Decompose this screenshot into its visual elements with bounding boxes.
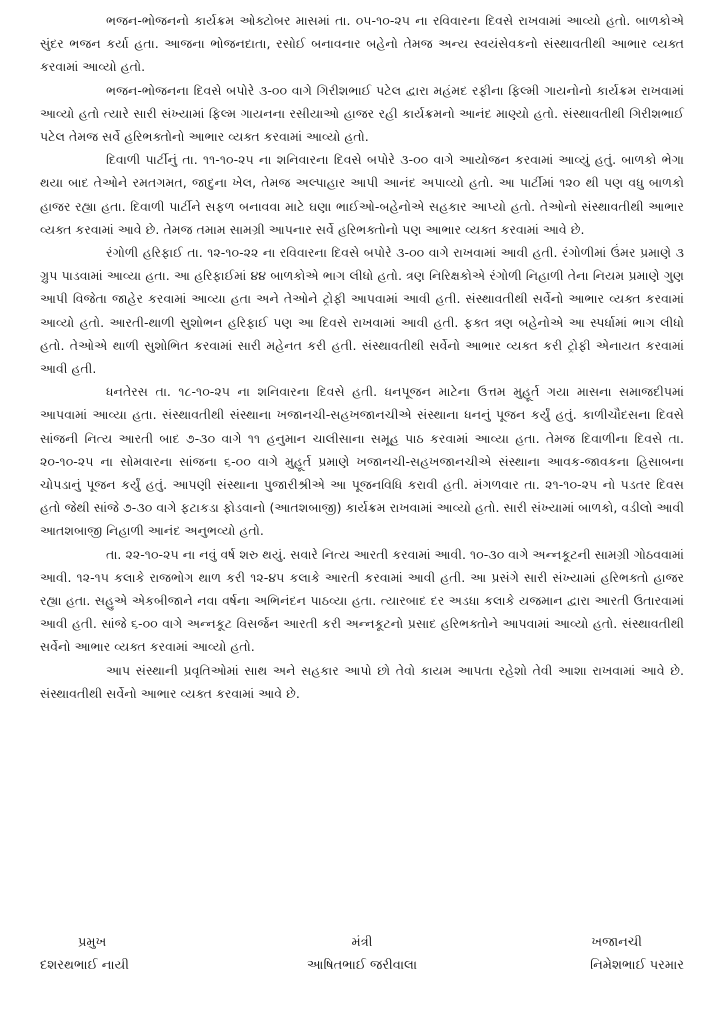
paragraph-closing: આપ સંસ્થાની પ્રવૃતિઓમાં સાથ અને સહકાર આપો છો તેવો કાયમ આપતા રહેશો તેવી આશા રાખવામાં આવે છે. સંસ્થાવતીથી સર્વેનો આભાર વ્યક્ત કરવામાં આવે છે.	[40, 662, 684, 701]
signature-name: નિમેશભાઈ પરમાર	[590, 958, 684, 973]
paragraph-rangoli-contest: રંગોળી હરિફાઈ તા. ૧૨-૧૦-૨૨ ના રવિવારના દિવસે બપોરે ૩-૦૦ વાગે રાખવામાં આવી હતી. રંગોળીમાં ઉંમર પ્રમાણે ૩ ગ્રુપ પાડવામાં આવ્યા હતા. આ હરિફાઈમાં ૪૪ બાળકોએ ભાગ લીધો હતો. ત્રણ નિરિક્ષકોએ રંગોળી નિહાળી તેના નિયમ પ્રમાણે ગુણ આપી વિજેતા જાહેર કરવામાં આવ્યા હતા અને તેઓને ટ્રોફી આપવામાં આવી હતી. સંસ્થાવતીથી સર્વેનો આભાર વ્યક્ત કરવામાં આવ્યો હતો. આરતી-થાળી સુશોભન હરિફાઈ પણ આ દિવસે રાખવામાં આવી હતી. ફક્ત ત્રણ બહેનોએ આ સ્પર્ધામાં ભાગ લીધો હતો. તેઓએ થાળી સુશોભિત કરવામાં સારી મહેનત કરી હતી. સંસ્થાવતીથી સર્વેનો આભાર વ્યક્ત કરી ટ્રોફી એનાયત કરવામાં આવી હતી.	[40, 245, 684, 377]
paragraph-new-year: તા. ૨૨-૧૦-૨૫ ના નવું વર્ષ શરુ થયું. સવારે નિત્ય આરતી કરવામાં આવી. ૧૦-૩૦ વાગે અન્નકૂટની સામગ્રી ગોઠવવામાં આવી. ૧૨-૧૫ કલાકે રાજભોગ થાળ કરી ૧૨-૪૫ કલાકે આરતી કરવામાં આવી હતી. આ પ્રસંગે સારી સંખ્યામાં હરિભક્તો હાજર રહ્યા હતા. સહુએ એકબીજાને નવા વર્ષના અભિનંદન પાઠવ્યા હતા. ત્યારબાદ દર અડધા કલાકે યજમાન દ્વારા આરતી ઉતારવામાં આવી હતી. સાંજે ૬-૦૦ વાગે અન્નકૂટ વિસર્જન આરતી કરી અન્નકૂટનો પ્રસાદ હરિભક્તોને આપવામાં આવ્યો હતો. સંસ્થાવતીથી સર્વેનો આભાર વ્યક્ત કરવામાં આવ્યો હતો.	[40, 546, 684, 655]
paragraph-dhanteras: ધનતેરસ તા. ૧૮-૧૦-૨૫ ના શનિવારના દિવસે હતી. ધનપૂજન માટેના ઉત્તમ મુહૂર્ત ગયા માસના સમાજદીપમાં આપવામાં આવ્યા હતા. સંસ્થાવતીથી સંસ્થાના ખજાનચી-સહખજાનચીએ સંસ્થાના ધનનું પૂજન કર્યું હતું. કાળીચૌદસના દિવસે સાંજની નિત્ય આરતી બાદ ૭-૩૦ વાગે ૧૧ હનુમાન ચાલીસાના સમૂહ પાઠ કરવામાં આવ્યા હતા. તેમજ દિવાળીના દિવસે તા. ૨૦-૧૦-૨૫ ના સોમવારના સાંજના ૬-૦૦ વાગે મુહૂર્ત પ્રમાણે ખજાનચી-સહખજાનચીએ સંસ્થાના આવક-જાવકના હિસાબના ચોપડાનું પૂજન કર્યું હતું. આપણી સંસ્થાના પુજારીશ્રીએ આ પૂજનવિધિ કરાવી હતી. મંગળવાર તા. ૨૧-૧૦-૨૫ નો પડતર દિવસ હતો જેથી સાંજે ૭-૩૦ વાગે ફટાકડા ફોડવાનો (આતશબાજી) કાર્યક્રમ રાખવામાં આવ્યો હતો. સારી સંખ્યામાં બાળકો, વડીલો આવી આતશબાજી નિહાળી આનંદ અનુભવ્યો હતો.	[40, 384, 684, 539]
signature-role: મંત્રી	[351, 935, 373, 950]
article-body	[40, 9, 684, 705]
paragraph-film-songs: ભજન-ભોજનના દિવસે બપોરે ૩-૦૦ વાગે ગિરીશભાઈ પટેલ દ્વારા મહંમદ રફીના ફિલ્મી ગાયનોનો કાર્યક્રમ રાખવામાં આવ્યો હતો ત્યારે સારી સંખ્યામાં ફિલ્મ ગાયનના રસીયાઓ હાજર રહી કાર્યક્રમનો આનંદ માણ્યો હતો. સંસ્થાવતીથી ગિરીશભાઈ પટેલ તેમજ સર્વે હરિભક્તોનો આભાર વ્યક્ત કરવામાં આવ્યો હતો.	[40, 82, 684, 145]
signature-name: દશરથભાઈ નાયી	[40, 958, 129, 973]
paragraph-bhajan-bhojan: ભજન-ભોજનનો કાર્યક્રમ ઓક્ટોબર માસમાં તા. ૦૫-૧૦-૨૫ ના રવિવારના દિવસે રાખવામાં આવ્યો હતો. બાળકોએ સુંદર ભજન કર્યા હતા. આજના ભોજનદાતા, રસોઈ બનાવનાર બહેનો તેમજ અન્ય સ્વયંસેવકનો સંસ્થાવતીથી આભાર વ્યક્ત કરવામાં આવ્યો હતો.	[40, 13, 684, 75]
signature-treasurer	[471, 931, 684, 977]
paragraph-diwali-party: દિવાળી પાર્ટીનું તા. ૧૧-૧૦-૨૫ ના શનિવારના દિવસે બપોરે ૩-૦૦ વાગે આયોજન કરવામાં આવ્યું હતું. બાળકો ભેગા થયા બાદ તેઓને રમતગમત, જાદુના ખેલ, તેમજ અલ્પાહાર આપી આનંદ અપાવ્યો હતો. આ પાર્ટીમાં ૧૨૦ થી પણ વધુ બાળકો હાજર રહ્યા હતા. દિવાળી પાર્ટીને સફળ બનાવવા માટે ઘણા ભાઈઓ-બહેનોએ સહકાર આપ્યો હતો. તેઓનો સંસ્થાવતીથી આભાર વ્યક્ત કરવામાં આવે છે. તેમજ તમામ સામગ્રી આપનાર સર્વે હરિભક્તોનો પણ આભાર વ્યક્ત કરવામાં આવે છે.	[40, 152, 684, 237]
signature-role: ખજાનચી	[591, 935, 642, 950]
signature-name: આષિતભાઈ જરીવાલા	[306, 958, 418, 973]
signature-president	[40, 931, 253, 977]
signature-block	[40, 931, 684, 977]
signature-role: પ્રમુખ	[78, 935, 107, 950]
signature-secretary	[256, 931, 469, 977]
